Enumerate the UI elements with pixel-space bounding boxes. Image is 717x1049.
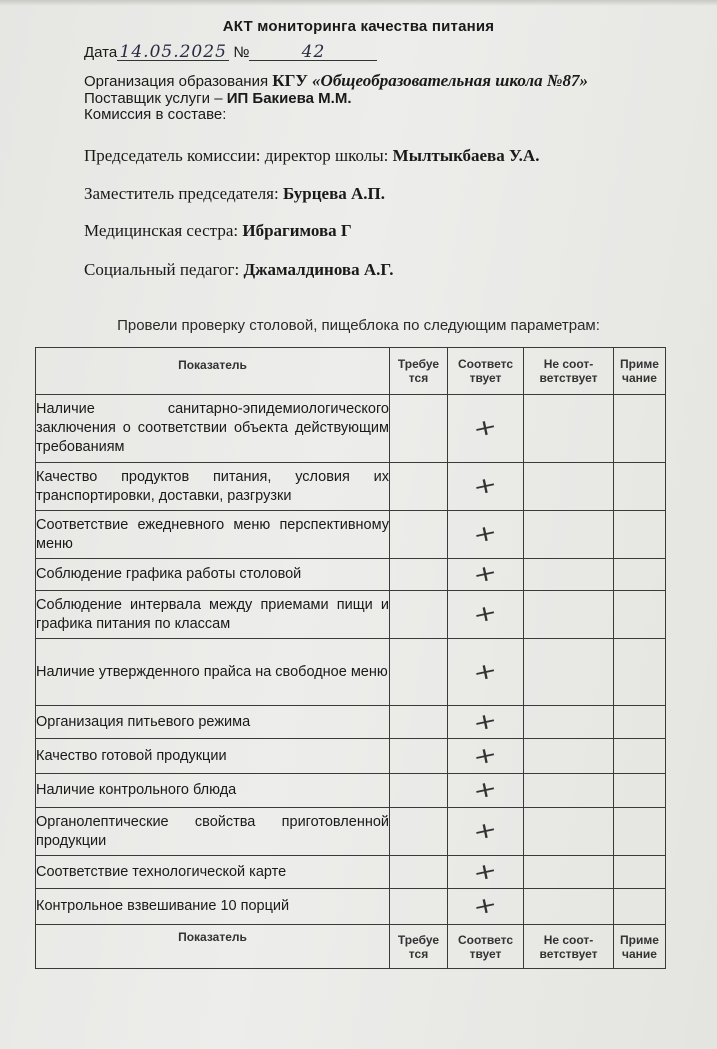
document-title: АКТ мониторинга качества питания [222,18,495,35]
not-complies-cell [524,591,614,639]
required-cell [390,808,448,856]
table-row [36,706,666,739]
indicator-cell: Наличие контрольного блюда [36,774,390,808]
indicator-cell: Наличие санитарно-эпидемиологического заключения о соответствии объекта действующим требованиям [36,395,390,463]
table-caption: Провели проверку столовой, пищеблока по следующим параметрам: [117,317,600,334]
chair-label: Председатель комиссии: директор школы: [84,146,389,165]
chair-line [84,146,539,166]
required-cell [390,511,448,559]
social-line [84,260,394,280]
organization-label: Организация образования [84,73,269,90]
footer-not-complies: Не соот- ветствует [524,925,614,969]
complies-mark: + [471,657,500,687]
not-complies-cell [524,511,614,559]
header-not-complies: Не соот- ветствует [524,348,614,395]
indicator-cell: Наличие утвержденного прайса на свободное меню [36,639,390,706]
header-complies: Соответс твует [448,348,524,395]
not-complies-cell [524,559,614,591]
complies-mark: + [471,816,500,847]
note-cell [614,559,666,591]
deputy-line [84,184,385,204]
note-cell [614,591,666,639]
note-cell [614,774,666,808]
table-row [36,591,666,639]
note-cell [614,706,666,739]
organization-name: «Общеобразовательная школа №87» [312,71,588,90]
header-note: Приме чание [614,348,666,395]
complies-mark: + [471,891,500,922]
table-row [36,639,666,706]
complies-mark: + [471,519,500,550]
chair-name: Мылтыкбаева У.А. [392,146,540,165]
indicator-cell: Соблюдение графика работы столовой [36,559,390,591]
required-cell [390,856,448,889]
footer-note: Приме чание [614,925,666,969]
indicator-cell: Соответствие технологической карте [36,856,390,889]
complies-cell [448,739,524,774]
complies-cell [448,856,524,889]
table-row [36,395,666,463]
note-cell [614,739,666,774]
table-row [36,463,666,511]
date-number-line [84,44,377,61]
complies-mark: + [471,413,500,444]
not-complies-cell [524,639,614,706]
nurse-line [84,221,352,241]
complies-cell [448,889,524,925]
complies-mark: + [471,471,500,502]
note-cell [614,511,666,559]
required-cell [390,706,448,739]
complies-mark: + [471,775,500,806]
not-complies-cell [524,889,614,925]
page-shadow [0,0,717,6]
note-cell [614,395,666,463]
date-value: 14.05.2025 [117,44,229,61]
footer-required: Требуе тся [390,925,448,969]
footer-complies: Соответс твует [448,925,524,969]
header-required: Требуе тся [390,348,448,395]
table-row [36,889,666,925]
required-cell [390,889,448,925]
complies-cell [448,774,524,808]
deputy-name: Бурцева А.П. [282,184,386,203]
complies-mark: + [471,599,500,630]
inspection-table [35,347,666,969]
indicator-cell: Качество готовой продукции [36,739,390,774]
indicator-cell: Соответствие ежедневного меню перспективному меню [36,511,390,559]
not-complies-cell [524,808,614,856]
indicator-cell: Организация питьевого режима [36,706,390,739]
required-cell [390,639,448,706]
complies-cell [448,463,524,511]
note-cell [614,808,666,856]
footer-indicator: Показатель [36,925,390,969]
required-cell [390,463,448,511]
commission-label: Комиссия в составе: [84,106,227,123]
required-cell [390,559,448,591]
supplier-line [84,90,352,107]
note-cell [614,639,666,706]
table-row [36,808,666,856]
not-complies-cell [524,774,614,808]
not-complies-cell [524,739,614,774]
number-label: № [233,44,250,61]
complies-cell [448,706,524,739]
social-name: Джамалдинова А.Г. [243,260,394,279]
header-indicator: Показатель [36,348,390,395]
complies-mark: + [471,741,500,771]
complies-cell [448,395,524,463]
organization-line [84,71,588,91]
indicator-cell: Органолептические свойства приготовленной продукции [36,808,390,856]
complies-mark: + [471,857,500,887]
supplier-name: ИП Бакиева М.М. [226,90,352,107]
complies-cell [448,591,524,639]
indicator-cell: Качество продуктов питания, условия их транспортировки, доставки, разгрузки [36,463,390,511]
date-label: Дата [84,44,118,61]
complies-cell [448,639,524,706]
note-cell [614,889,666,925]
deputy-label: Заместитель председателя: [84,184,279,203]
not-complies-cell [524,706,614,739]
complies-mark: + [471,707,500,737]
note-cell [614,856,666,889]
table-row [36,511,666,559]
supplier-label: Поставщик услуги – [84,90,223,107]
required-cell [390,739,448,774]
nurse-label: Медицинская сестра: [84,221,239,240]
table-footer-row [36,925,666,969]
not-complies-cell [524,856,614,889]
complies-cell [448,511,524,559]
required-cell [390,395,448,463]
required-cell [390,774,448,808]
not-complies-cell [524,395,614,463]
note-cell [614,463,666,511]
complies-mark: + [471,559,500,590]
not-complies-cell [524,463,614,511]
nurse-name: Ибрагимова Г [242,221,352,240]
complies-cell [448,559,524,591]
table-row [36,559,666,591]
table-row [36,856,666,889]
required-cell [390,591,448,639]
indicator-cell: Контрольное взвешивание 10 порций [36,889,390,925]
complies-cell [448,808,524,856]
organization-prefix: КГУ [272,71,308,90]
indicator-cell: Соблюдение интервала между приемами пищи и графика питания по классам [36,591,390,639]
number-value: 42 [249,44,377,61]
social-label: Социальный педагог: [84,260,240,279]
table-row [36,774,666,808]
table-header-row [36,348,666,395]
table-row [36,739,666,774]
